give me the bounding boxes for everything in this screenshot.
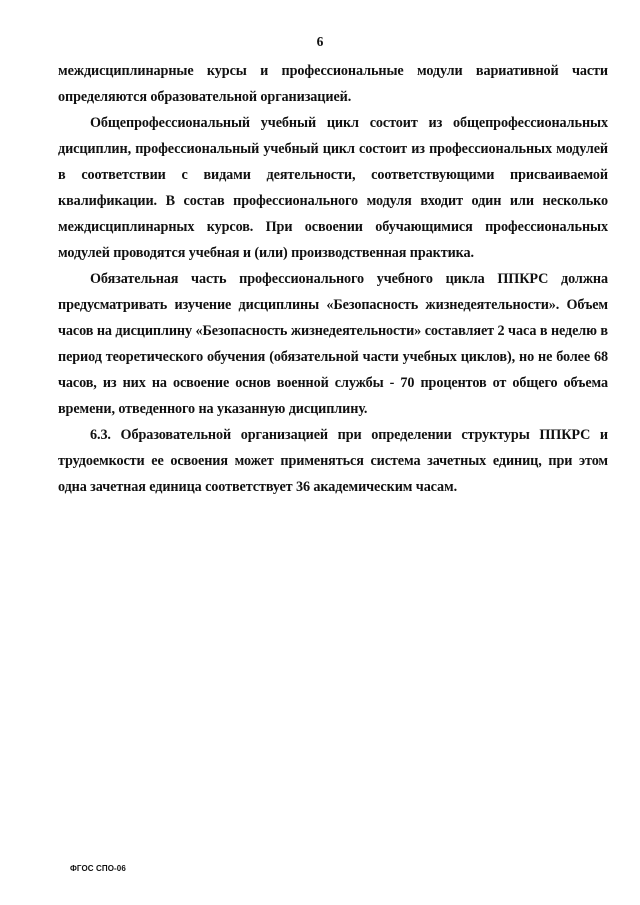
document-body <box>58 58 608 500</box>
paragraph-general-cycle: Общепрофессиональный учебный цикл состоит из общепрофессиональных дисциплин, профессиональный учебный цикл состоит из профессиональных модулей в соответствии с видами деятельности, соответствующими присваиваемой квалификации. В состав профессионального модуля входит один или несколько междисциплинарных курсов. При освоении обучающимися профессиональных модулей проводятся учебная и (или) производственная практика. <box>58 115 608 261</box>
paragraph-credit-system: 6.3. Образовательной организацией при определении структуры ППКРС и трудоемкости ее освоения может применяться система зачетных единиц, при этом одна зачетная единица соответствует 36 академическим часам. <box>58 427 608 495</box>
page-number: 6 <box>316 34 324 49</box>
paragraph-continuation: междисциплинарные курсы и профессиональные модули вариативной части определяются образовательной организацией. <box>58 63 608 105</box>
footer-label: ФГОС СПО-06 <box>70 864 126 873</box>
paragraph-mandatory-part: Обязательная часть профессионального учебного цикла ППКРС должна предусматривать изучение дисциплины «Безопасность жизнедеятельности». Объем часов на дисциплину «Безопасность жизнедеятельности» составляет 2 часа в неделю в период теоретического обучения (обязательной части учебных циклов), но не более 68 часов, из них на освоение основ военной службы - 70 процентов от общего объема времени, отведенного на указанную дисциплину. <box>58 271 608 417</box>
